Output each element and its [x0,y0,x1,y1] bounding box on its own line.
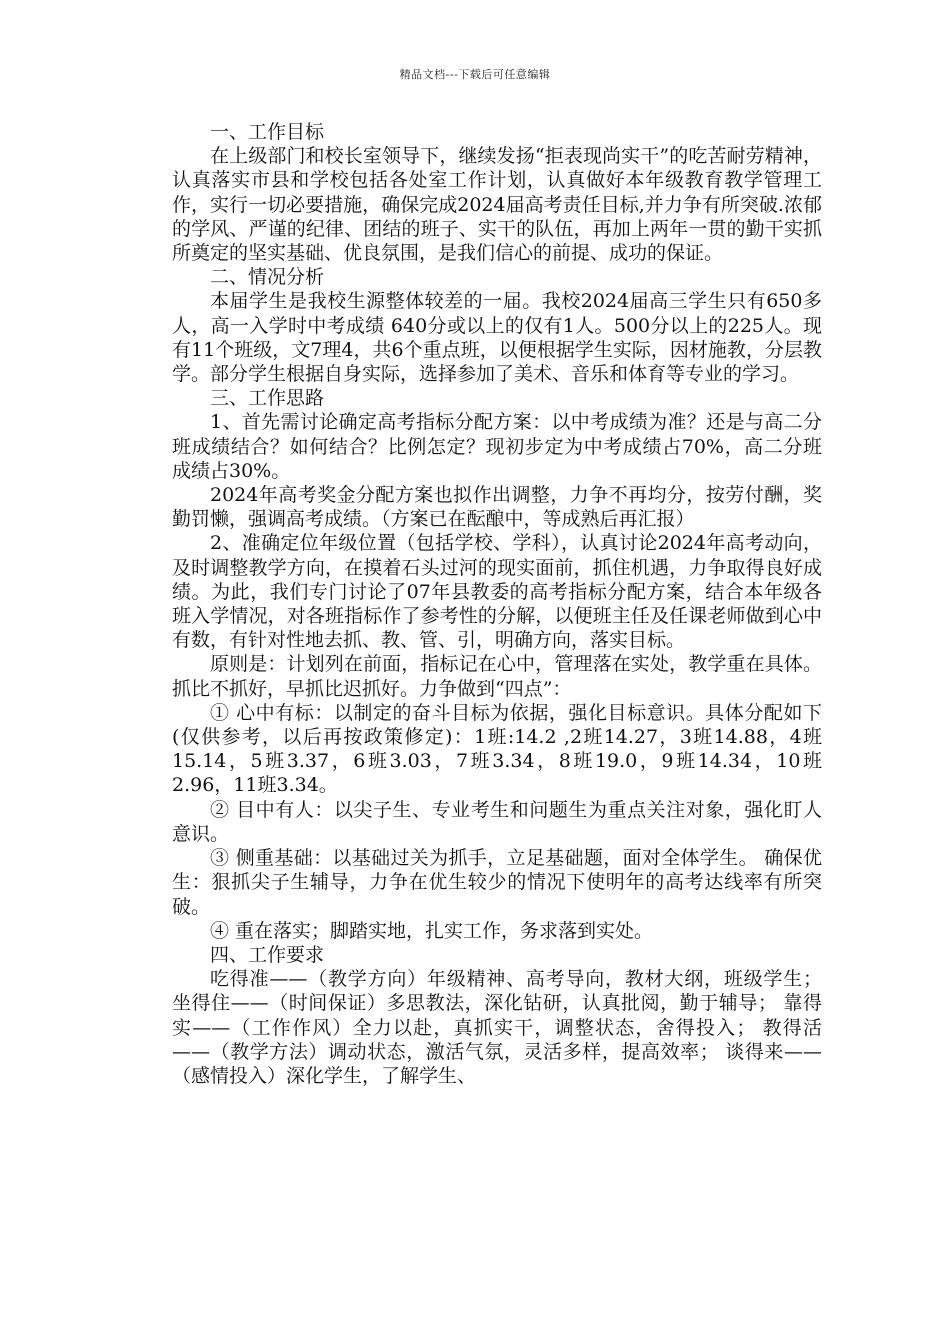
paragraph: 2、准确定位年级位置（包括学校、学科），认真讨论2024年高考动向，及时调整教学方向，在摸着石头过河的现实面前，抓住机遇，力争取得良好成绩。为此，我们专门讨论了07年县教委的高考指标分配方案，结合本年级各班入学情况，对各班指标作了参考性的分解，以便班主任及任课老师做到心中有数，有针对性地去抓、教、管、引，明确方向，落实目标。 [172,532,822,652]
paragraph: 吃得准——（教学方向）年级精神、高考导向，教材大纲，班级学生； 坐得住——（时间保证）多思教法，深化钻研，认真批阅，勤于辅导； 靠得实——（工作作风）全力以赴，真抓实干，调整状态，舍得投入； 教得活——（教学方法）调动状态，激活气氛，灵活多样，提高效率； 谈得来——（感情投入）深化学生，了解学生、 [172,968,822,1087]
paragraph: ② 目中有人：以尖子生、专业考生和问题生为重点关注对象，强化盯人意识。 [172,798,822,845]
paragraph: 1、首先需讨论确定高考指标分配方案：以中考成绩为准？还是与高二分班成绩结合？如何结合？比例怎定？现初步定为中考成绩占70%，高二分班成绩占30%。 [172,411,822,482]
section-heading-analysis: 二、情况分析 [210,266,325,289]
section-heading-goals: 一、工作目标 [210,121,325,143]
paragraph: ③ 侧重基础：以基础过关为抓手，立足基础题，面对全体学生。 确保优生：狠抓尖子生辅导，力争在优生较少的情况下使明年的高考达线率有所突破。 [172,847,822,918]
section-heading-requirements: 四、工作要求 [210,943,325,966]
paragraph: 在上级部门和校长室领导下，继续发扬“拒表现尚实干”的吃苦耐劳精神，认真落实市县和学校包括各处室工作计划，认真做好本年级教育教学管理工作，实行一切必要措施，确保完成2024届高考责任目标,并力争有所突破.浓郁的学风、严谨的纪律、团结的班子、实干的队伍，再加上两年一贯的勤干实抓所奠定的坚实基础、优良氛围，是我们信心的前提、成功的保证。 [172,145,822,265]
paragraph: 本届学生是我校生源整体较差的一届。我校2024届高三学生只有650多人，高一入学时中考成绩 640分或以上的仅有1人。500分以上的225人。现有11个班级，文7理4，共6个重点班，以便根据学生实际，因材施教，分层教学。部分学生根据自身实际，选择参加了美术、音乐和体育等专业的学习。 [172,290,822,386]
paragraph: 2024年高考奖金分配方案也拟作出调整，力争不再均分，按劳付酬，奖勤罚懒，强调高考成绩。（方案已在酝酿中，等成熟后再汇报） [172,484,822,531]
paragraph: 原则是：计划列在前面，指标记在心中，管理落在实处，教学重在具体。抓比不抓好，早抓比迟抓好。力争做到“四点”： [172,653,822,700]
header-note: 精品文档---下载后可任意编辑 [399,68,551,81]
document-body [172,120,822,1088]
section-heading-approach: 三、工作思路 [210,387,325,410]
paragraph: ① 心中有标：以制定的奋斗目标为依据，强化目标意识。具体分配如下(仅供参考，以后再按政策修定)：1班:14.2 ,2班14.27，3班14.88，4班15.14，5班3.37，6班3.03，7班3.34，8班19.0，9班14.34，10班2.96，11班3.34。 [172,701,822,797]
paragraph: ④ 重在落实；脚踏实地，扎实工作，务求落到实处。 [210,919,654,942]
